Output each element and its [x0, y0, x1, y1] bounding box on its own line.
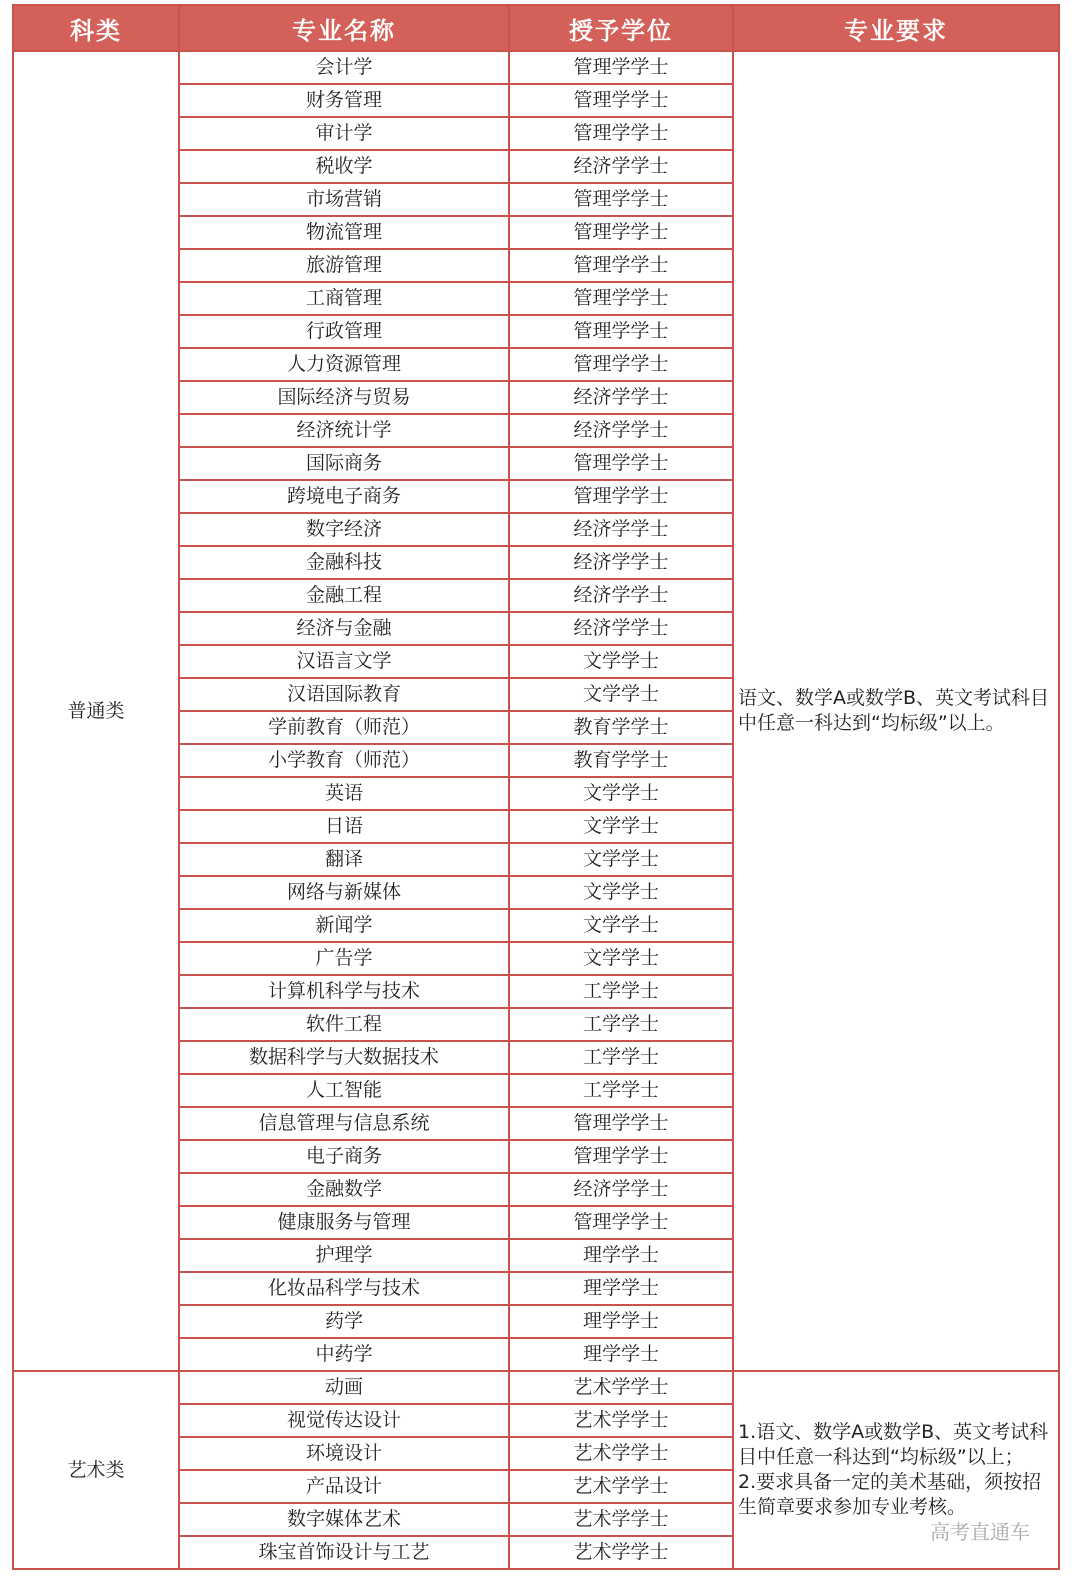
- major-name-cell: 数据科学与大数据技术: [179, 1041, 509, 1074]
- major-name-cell: 数字媒体艺术: [179, 1503, 509, 1536]
- major-name-cell: 跨境电子商务: [179, 480, 509, 513]
- major-name-cell: 护理学: [179, 1239, 509, 1272]
- table-row: [13, 51, 1059, 84]
- degree-cell: 工学学士: [509, 1074, 733, 1107]
- major-name-cell: 健康服务与管理: [179, 1206, 509, 1239]
- degree-cell: 文学学士: [509, 645, 733, 678]
- major-name-cell: 市场营销: [179, 183, 509, 216]
- major-name-cell: 信息管理与信息系统: [179, 1107, 509, 1140]
- major-name-cell: 财务管理: [179, 84, 509, 117]
- major-name-cell: 人工智能: [179, 1074, 509, 1107]
- major-name-cell: 金融工程: [179, 579, 509, 612]
- degree-cell: 经济学学士: [509, 150, 733, 183]
- degree-cell: 艺术学学士: [509, 1503, 733, 1536]
- watermark: 高考直通车: [930, 1520, 1030, 1544]
- major-name-cell: 会计学: [179, 51, 509, 84]
- major-name-cell: 化妆品科学与技术: [179, 1272, 509, 1305]
- degree-cell: 经济学学士: [509, 1173, 733, 1206]
- degree-cell: 经济学学士: [509, 546, 733, 579]
- major-name-cell: 网络与新媒体: [179, 876, 509, 909]
- degree-cell: 管理学学士: [509, 282, 733, 315]
- degree-cell: 管理学学士: [509, 249, 733, 282]
- degree-cell: 管理学学士: [509, 447, 733, 480]
- category-cell: 艺术类: [13, 1371, 179, 1569]
- degree-cell: 文学学士: [509, 843, 733, 876]
- degree-cell: 文学学士: [509, 678, 733, 711]
- degree-cell: 管理学学士: [509, 348, 733, 381]
- header-degree: 授予学位: [509, 5, 733, 51]
- degree-cell: 艺术学学士: [509, 1536, 733, 1569]
- degree-cell: 理学学士: [509, 1338, 733, 1371]
- major-name-cell: 税收学: [179, 150, 509, 183]
- requirement-cell: 1.语文、数学A或数学B、英文考试科目中任意一科达到“均标级”以上； 2.要求具备一定的美术基础，须按招生简章要求参加专业考核。: [733, 1371, 1059, 1569]
- degree-cell: 理学学士: [509, 1239, 733, 1272]
- major-name-cell: 汉语言文学: [179, 645, 509, 678]
- degree-cell: 工学学士: [509, 1041, 733, 1074]
- degree-cell: 艺术学学士: [509, 1437, 733, 1470]
- degree-cell: 理学学士: [509, 1305, 733, 1338]
- major-name-cell: 国际商务: [179, 447, 509, 480]
- degree-cell: 文学学士: [509, 909, 733, 942]
- major-name-cell: 广告学: [179, 942, 509, 975]
- major-name-cell: 审计学: [179, 117, 509, 150]
- major-name-cell: 中药学: [179, 1338, 509, 1371]
- major-name-cell: 经济统计学: [179, 414, 509, 447]
- degree-cell: 工学学士: [509, 975, 733, 1008]
- degree-cell: 管理学学士: [509, 1140, 733, 1173]
- degree-cell: 理学学士: [509, 1272, 733, 1305]
- major-name-cell: 学前教育（师范）: [179, 711, 509, 744]
- degree-cell: 管理学学士: [509, 315, 733, 348]
- major-name-cell: 环境设计: [179, 1437, 509, 1470]
- degree-cell: 艺术学学士: [509, 1371, 733, 1404]
- major-name-cell: 产品设计: [179, 1470, 509, 1503]
- degree-cell: 工学学士: [509, 1008, 733, 1041]
- degree-cell: 经济学学士: [509, 612, 733, 645]
- major-name-cell: 药学: [179, 1305, 509, 1338]
- degree-cell: 管理学学士: [509, 183, 733, 216]
- degree-cell: 管理学学士: [509, 51, 733, 84]
- major-name-cell: 国际经济与贸易: [179, 381, 509, 414]
- degree-cell: 管理学学士: [509, 480, 733, 513]
- major-name-cell: 金融科技: [179, 546, 509, 579]
- major-name-cell: 电子商务: [179, 1140, 509, 1173]
- major-name-cell: 人力资源管理: [179, 348, 509, 381]
- degree-cell: 管理学学士: [509, 1107, 733, 1140]
- major-name-cell: 数字经济: [179, 513, 509, 546]
- major-name-cell: 英语: [179, 777, 509, 810]
- major-name-cell: 工商管理: [179, 282, 509, 315]
- major-name-cell: 经济与金融: [179, 612, 509, 645]
- major-name-cell: 行政管理: [179, 315, 509, 348]
- degree-cell: 管理学学士: [509, 84, 733, 117]
- major-name-cell: 视觉传达设计: [179, 1404, 509, 1437]
- header-category: 科类: [13, 5, 179, 51]
- major-name-cell: 物流管理: [179, 216, 509, 249]
- major-name-cell: 软件工程: [179, 1008, 509, 1041]
- degree-cell: 经济学学士: [509, 513, 733, 546]
- header-major: 专业名称: [179, 5, 509, 51]
- degree-cell: 管理学学士: [509, 117, 733, 150]
- degree-cell: 经济学学士: [509, 579, 733, 612]
- majors-table: [12, 4, 1060, 1570]
- table-header-row: [13, 5, 1059, 51]
- degree-cell: 文学学士: [509, 942, 733, 975]
- degree-cell: 艺术学学士: [509, 1470, 733, 1503]
- degree-cell: 教育学学士: [509, 744, 733, 777]
- major-name-cell: 金融数学: [179, 1173, 509, 1206]
- degree-cell: 文学学士: [509, 876, 733, 909]
- degree-cell: 管理学学士: [509, 216, 733, 249]
- major-name-cell: 计算机科学与技术: [179, 975, 509, 1008]
- degree-cell: 艺术学学士: [509, 1404, 733, 1437]
- degree-cell: 管理学学士: [509, 1206, 733, 1239]
- major-name-cell: 小学教育（师范）: [179, 744, 509, 777]
- degree-cell: 文学学士: [509, 777, 733, 810]
- major-name-cell: 日语: [179, 810, 509, 843]
- major-name-cell: 珠宝首饰设计与工艺: [179, 1536, 509, 1569]
- degree-cell: 文学学士: [509, 810, 733, 843]
- degree-cell: 教育学学士: [509, 711, 733, 744]
- major-name-cell: 旅游管理: [179, 249, 509, 282]
- major-name-cell: 新闻学: [179, 909, 509, 942]
- degree-cell: 经济学学士: [509, 381, 733, 414]
- table-row: [13, 1371, 1059, 1404]
- major-name-cell: 翻译: [179, 843, 509, 876]
- degree-cell: 经济学学士: [509, 414, 733, 447]
- category-cell: 普通类: [13, 51, 179, 1371]
- header-requirement: 专业要求: [733, 5, 1059, 51]
- requirement-cell: 语文、数学A或数学B、英文考试科目中任意一科达到“均标级”以上。: [733, 51, 1059, 1371]
- major-name-cell: 动画: [179, 1371, 509, 1404]
- major-name-cell: 汉语国际教育: [179, 678, 509, 711]
